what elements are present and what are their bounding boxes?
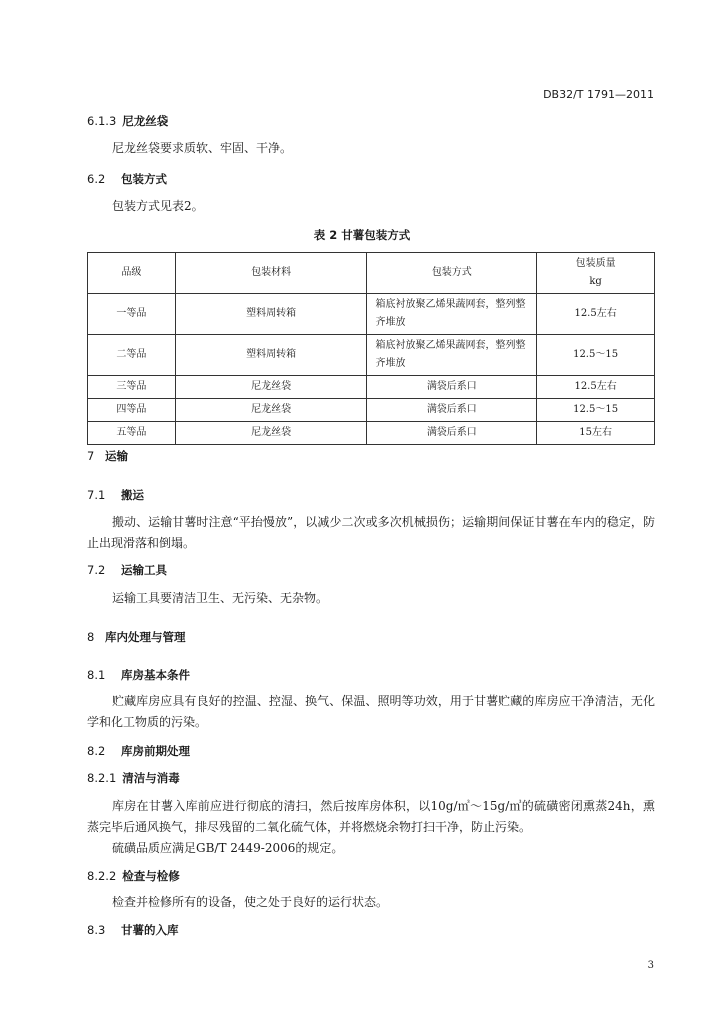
heading-number: 7 <box>87 449 95 463</box>
heading-8-1 <box>87 667 190 683</box>
heading-title: 库内处理与管理 <box>105 630 186 644</box>
page-number: 3 <box>647 960 654 971</box>
heading-8-2 <box>87 743 190 759</box>
cell-weight: 12.5左右 <box>537 294 655 335</box>
cell-grade: 五等品 <box>88 422 176 445</box>
heading-number: 8.2.2 <box>87 869 117 883</box>
heading-6-1-3 <box>87 113 168 129</box>
cell-method: 满袋后系口 <box>367 422 537 445</box>
heading-6-2 <box>87 171 167 187</box>
heading-number: 8.3 <box>87 923 106 937</box>
heading-title: 搬运 <box>121 488 144 502</box>
header-method: 包装方式 <box>367 253 537 294</box>
heading-title: 运输工具 <box>121 563 167 577</box>
paragraph-8-1: 贮藏库房应具有良好的控温、控湿、换气、保温、照明等功效，用于甘薯贮藏的库房应干净清洁，无化学和化工物质的污染。 <box>87 694 655 729</box>
table-row <box>88 422 655 445</box>
table-header-row <box>88 253 655 294</box>
header-material: 包装材料 <box>175 253 367 294</box>
paragraph-6-2: 包装方式见表2。 <box>112 199 204 213</box>
heading-8-2-2 <box>87 868 180 884</box>
heading-title: 库房前期处理 <box>121 744 190 758</box>
cell-material: 塑料周转箱 <box>175 335 367 376</box>
header-weight-label: 包装质量 <box>575 258 616 269</box>
heading-7-2 <box>87 562 167 578</box>
cell-grade: 三等品 <box>88 376 176 399</box>
cell-grade: 二等品 <box>88 335 176 376</box>
cell-method: 箱底衬放聚乙烯果蔬网套，整列整齐堆放 <box>367 335 537 376</box>
heading-number: 7.2 <box>87 563 106 577</box>
heading-number: 8 <box>87 630 95 644</box>
cell-weight: 15左右 <box>537 422 655 445</box>
cell-material: 尼龙丝袋 <box>175 399 367 422</box>
paragraph-7-1: 搬动、运输甘薯时注意“平抬慢放”，以减少二次或多次机械损伤；运输期间保证甘薯在车内的稳定，防止出现滑落和倒塌。 <box>87 515 655 550</box>
cell-material: 尼龙丝袋 <box>175 422 367 445</box>
heading-title: 甘薯的入库 <box>121 923 179 937</box>
paragraph-8-2-1-standard: 硫磺品质应满足GB/T 2449-2006的规定。 <box>112 841 344 855</box>
cell-grade: 一等品 <box>88 294 176 335</box>
cell-weight: 12.5～15 <box>537 335 655 376</box>
heading-title: 运输 <box>105 449 128 463</box>
heading-8-3 <box>87 922 179 938</box>
cell-method: 箱底衬放聚乙烯果蔬网套，整列整齐堆放 <box>367 294 537 335</box>
heading-number: 6.2 <box>87 172 106 186</box>
header-weight <box>537 253 655 294</box>
cell-weight: 12.5左右 <box>537 376 655 399</box>
heading-number: 6.1.3 <box>87 114 117 128</box>
heading-title: 库房基本条件 <box>121 668 190 682</box>
paragraph-7-2: 运输工具要清洁卫生、无污染、无杂物。 <box>112 591 329 605</box>
paragraph-6-1-3: 尼龙丝袋要求质软、牢固、干净。 <box>112 141 293 155</box>
heading-title: 尼龙丝袋 <box>122 114 169 128</box>
cell-method: 满袋后系口 <box>367 399 537 422</box>
cell-material: 尼龙丝袋 <box>175 376 367 399</box>
heading-title: 清洁与消毒 <box>122 771 180 785</box>
cell-method: 满袋后系口 <box>367 376 537 399</box>
heading-number: 8.2 <box>87 744 106 758</box>
header-grade: 品级 <box>88 253 176 294</box>
table-row <box>88 399 655 422</box>
table-row <box>88 335 655 376</box>
heading-8 <box>87 629 186 645</box>
heading-number: 8.1 <box>87 668 106 682</box>
packaging-table <box>87 252 655 445</box>
heading-title: 包装方式 <box>121 172 167 186</box>
table-row <box>88 294 655 335</box>
heading-number: 8.2.1 <box>87 771 117 785</box>
heading-title: 检查与检修 <box>122 869 180 883</box>
header-weight-unit: kg <box>589 276 602 287</box>
document-number: DB32/T 1791—2011 <box>543 88 654 101</box>
cell-material: 塑料周转箱 <box>175 294 367 335</box>
heading-7-1 <box>87 487 144 503</box>
cell-weight: 12.5～15 <box>537 399 655 422</box>
table-caption: 表 2 甘薯包装方式 <box>313 228 411 242</box>
paragraph-8-2-2: 检查并检修所有的设备，使之处于良好的运行状态。 <box>112 895 389 909</box>
paragraph-8-2-1: 库房在甘薯入库前应进行彻底的清扫，然后按库房体积，以10g/㎥～15g/㎥的硫磺密闭熏蒸24h，熏蒸完毕后通风换气，排尽残留的二氧化硫气体，并将燃烧余物打扫干净，防止污染。 <box>87 799 655 834</box>
heading-8-2-1 <box>87 770 180 786</box>
cell-grade: 四等品 <box>88 399 176 422</box>
heading-7 <box>87 448 128 464</box>
heading-number: 7.1 <box>87 488 106 502</box>
table-row <box>88 376 655 399</box>
